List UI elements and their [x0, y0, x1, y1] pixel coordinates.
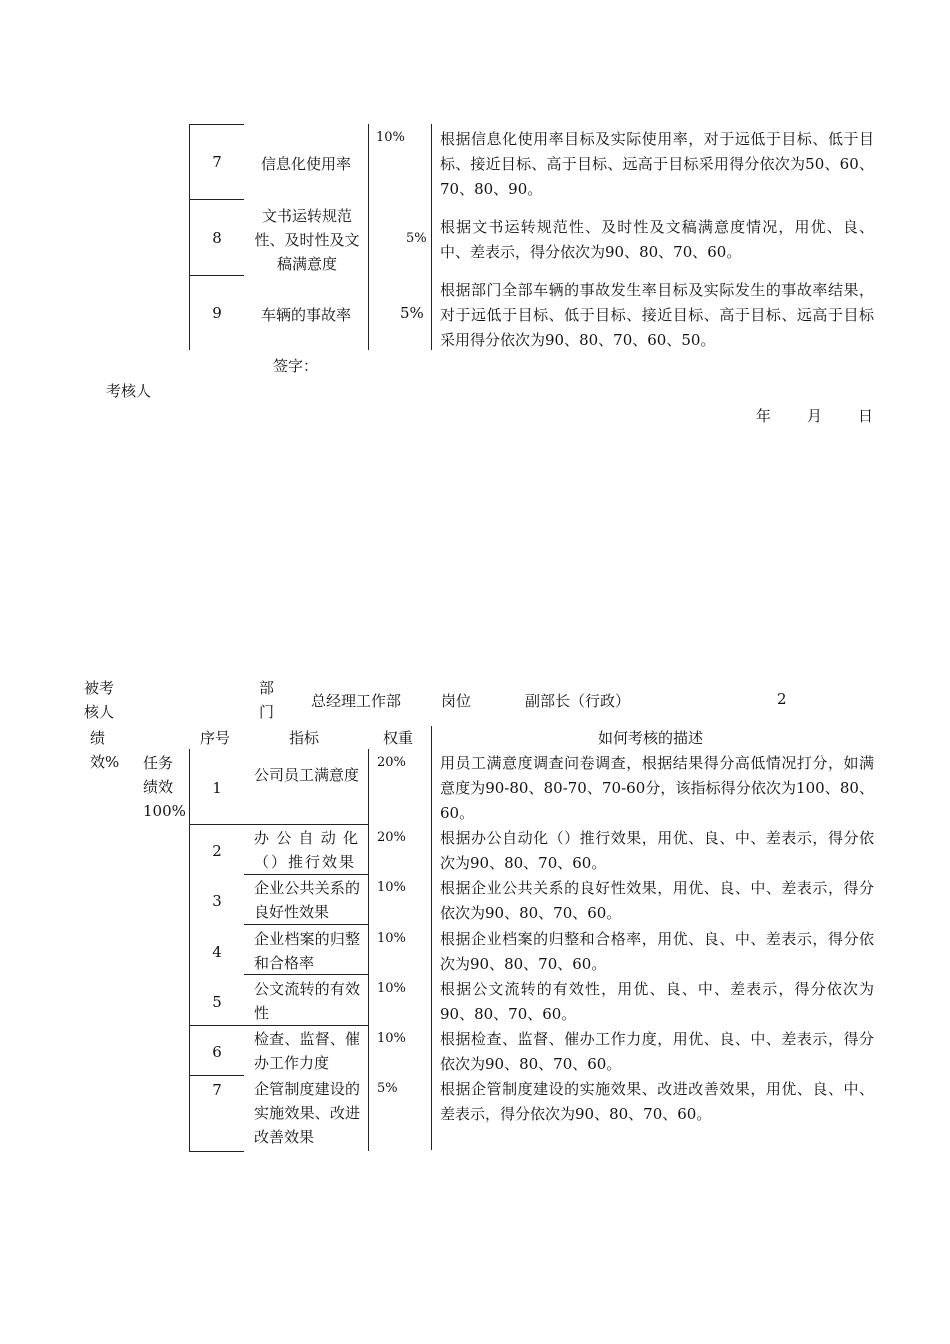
row-number: 4: [212, 943, 222, 961]
description-cell: 根据企业档案的归整和合格率，用优、良、中、差表示，得分依次为90、80、70、60。: [440, 930, 874, 973]
task-perf-label: 任务绩效100%: [143, 754, 186, 820]
dept-label: 部门: [259, 679, 275, 721]
indicator-cell: 检查、监督、催办工作力度: [254, 1030, 360, 1072]
indicator-cell: 文书运转规范性、及时性及文稿满意度: [254, 207, 360, 273]
indicator-cell: 企管制度建设的实施效果、改进改善效果: [254, 1080, 360, 1146]
weight-cell: 10%: [377, 931, 406, 946]
row-number: 5: [212, 993, 222, 1011]
description-cell: 根据企管制度建设的实施效果、改进改善效果，用优、良、中、差表示，得分依次为90、80、70、60。: [440, 1080, 874, 1123]
weight-cell: 10%: [377, 880, 406, 895]
description-cell: 根据文书运转规范性、及时性及文稿满意度情况，用优、良、中、差表示，得分依次为90、80、70、60。: [440, 218, 874, 261]
indicator-cell: 企业公共关系的良好性效果: [254, 879, 360, 921]
post-value: 副部长（行政）: [525, 692, 631, 710]
header-desc: 如何考核的描述: [598, 729, 704, 747]
row-number: 3: [212, 892, 222, 910]
header-perf: 绩效%: [90, 729, 120, 771]
weight-cell: 5%: [406, 231, 427, 246]
assessor-label: 考核人: [106, 382, 152, 400]
indicator-cell: 公文流转的有效性: [254, 980, 360, 1022]
weight-cell: 20%: [377, 755, 406, 770]
indicator-cell: 办公自动化（）推行效果: [254, 829, 360, 871]
row-number: 8: [212, 229, 222, 247]
weight-cell: 10%: [376, 130, 405, 145]
indicator-cell: 公司员工满意度: [254, 766, 360, 784]
weight-cell: 20%: [377, 830, 406, 845]
indicator-cell: 车辆的事故率: [260, 306, 351, 324]
description-cell: 根据信息化使用率目标及实际使用率，对于远低于目标、低于目标、接近目标、高于目标、远高于目标采用得分依次为50、60、70、80、90。: [440, 130, 874, 198]
description-cell: 根据办公自动化（）推行效果，用优、良、中、差表示，得分依次为90、80、70、60。: [440, 829, 874, 872]
sign-label: 签字：: [273, 357, 319, 375]
header-weight: 权重: [383, 729, 414, 747]
date-day: 日: [858, 407, 874, 425]
post-label: 岗位: [441, 692, 472, 710]
weight-cell: 5%: [377, 1081, 398, 1096]
weight-cell: 5%: [400, 304, 424, 322]
row-number: 9: [212, 304, 222, 322]
dept-value: 总经理工作部: [311, 692, 402, 710]
description-cell: 根据检查、监督、催办工作力度，用优、良、中、差表示，得分依次为90、80、70、60。: [440, 1030, 874, 1073]
row-number: 6: [212, 1043, 222, 1061]
description-cell: 根据公文流转的有效性，用优、良、中、差表示，得分依次为90、80、70、60。: [440, 980, 874, 1023]
description-cell: 根据企业公共关系的良好性效果，用优、良、中、差表示，得分依次为90、80、70、60。: [440, 879, 874, 922]
indicator-cell: 企业档案的归整和合格率: [254, 930, 360, 972]
header-indicator: 指标: [289, 729, 320, 747]
description-cell: 根据部门全部车辆的事故发生率目标及实际发生的事故率结果，对于远低于目标、低于目标、接近目标、高于目标、远高于目标采用得分依次为90、80、70、60、50。: [440, 281, 874, 349]
assessee-label: 被考核人: [84, 679, 115, 721]
row-number: 7: [212, 153, 222, 171]
page-number: 2: [777, 690, 787, 708]
row-number: 2: [212, 842, 222, 860]
weight-cell: 10%: [377, 1031, 406, 1046]
indicator-cell: 信息化使用率: [260, 155, 351, 173]
weight-cell: 10%: [377, 981, 406, 996]
date-year: 年: [756, 407, 772, 425]
row-number: 7: [212, 1081, 222, 1099]
header-seq: 序号: [200, 729, 231, 747]
date-month: 月: [807, 407, 823, 425]
description-cell: 用员工满意度调查问卷调查，根据结果得分高低情况打分，如满意度为90-80、80-70、70-60分，该指标得分依次为100、80、60。: [440, 754, 874, 822]
row-number: 1: [212, 779, 222, 797]
